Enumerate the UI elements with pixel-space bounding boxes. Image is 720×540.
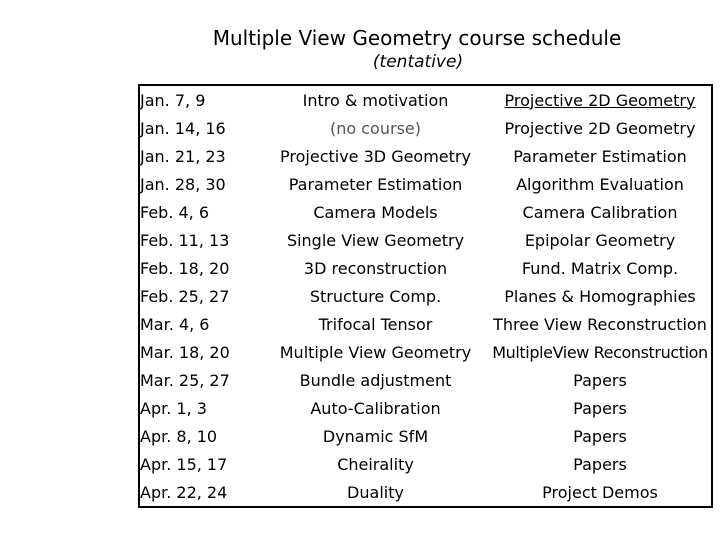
row-dates: Apr. 22, 24: [140, 482, 228, 502]
table-row: [139, 142, 712, 170]
row-lecture-2: Parameter Estimation: [513, 146, 687, 166]
row-lecture-1: Intro & motivation: [302, 90, 449, 110]
row-dates: Apr. 8, 10: [140, 426, 218, 446]
row-lecture-1: Camera Models: [313, 202, 438, 222]
row-lecture-2: Project Demos: [542, 482, 658, 502]
table-row: [139, 478, 712, 507]
row-lecture-2: Planes & Homographies: [504, 286, 696, 306]
row-dates: Feb. 25, 27: [140, 286, 230, 306]
row-lecture-1: Dynamic SfM: [322, 426, 429, 446]
schedule-table-body: [139, 85, 712, 507]
row-dates: Feb. 11, 13: [140, 230, 230, 250]
row-lecture-1: Auto-Calibration: [310, 398, 441, 418]
row-lecture-1: Parameter Estimation: [288, 174, 463, 194]
row-lecture-2: MultipleView Reconstruction: [492, 342, 708, 362]
row-lecture-1: Cheirality: [337, 454, 414, 474]
row-lecture-1: Single View Geometry: [286, 230, 465, 250]
table-row: [139, 450, 712, 478]
table-row: [139, 394, 712, 422]
row-dates: Feb. 18, 20: [140, 258, 230, 278]
table-row: [139, 114, 712, 142]
row-lecture-2: Papers: [573, 398, 627, 418]
row-lecture-2: Papers: [573, 454, 627, 474]
table-row: [139, 338, 712, 366]
row-lecture-2: Papers: [573, 426, 627, 446]
row-dates: Mar. 18, 20: [140, 342, 230, 362]
row-lecture-1: 3D reconstruction: [303, 258, 448, 278]
table-row: [139, 254, 712, 282]
row-dates: Jan. 14, 16: [140, 118, 226, 138]
row-dates: Apr. 15, 17: [140, 454, 228, 474]
table-row: [139, 198, 712, 226]
row-dates: Feb. 4, 6: [140, 202, 210, 222]
table-row: [139, 310, 712, 338]
page-title: Multiple View Geometry course schedule: [212, 26, 622, 50]
row-lecture-1: Bundle adjustment: [299, 370, 452, 390]
row-lecture-2: Camera Calibration: [522, 202, 678, 222]
row-lecture-1: (no course): [330, 118, 421, 138]
page-subtitle: (tentative): [372, 52, 464, 72]
schedule-table: [138, 84, 713, 508]
row-lecture-1: Multiple View Geometry: [279, 342, 472, 362]
row-lecture-1: Projective 3D Geometry: [280, 146, 471, 166]
row-dates: Mar. 25, 27: [140, 370, 230, 390]
row-lecture-2: Fund. Matrix Comp.: [521, 258, 679, 278]
table-row: [139, 282, 712, 310]
row-lecture-2: Projective 2D Geometry: [504, 118, 696, 138]
table-row: [139, 422, 712, 450]
table-row: [139, 226, 712, 254]
row-lecture-2: Three View Reconstruction: [493, 314, 707, 334]
lecture-link[interactable]: Projective 2D Geometry: [504, 90, 696, 110]
row-lecture-2: Algorithm Evaluation: [516, 174, 684, 194]
row-lecture-1: Structure Comp.: [309, 286, 442, 306]
row-lecture-2[interactable]: [489, 85, 712, 114]
row-lecture-2: Epipolar Geometry: [524, 230, 676, 250]
table-row: [139, 170, 712, 198]
table-row: [139, 85, 712, 114]
row-lecture-1: Duality: [347, 482, 404, 502]
row-dates: Jan. 21, 23: [140, 146, 226, 166]
row-lecture-2: Papers: [573, 370, 627, 390]
row-dates: Jan. 7, 9: [140, 90, 206, 110]
table-row: [139, 366, 712, 394]
row-dates: Apr. 1, 3: [140, 398, 207, 418]
row-dates: Mar. 4, 6: [140, 314, 210, 334]
row-dates: Jan. 28, 30: [140, 174, 226, 194]
row-lecture-1: Trifocal Tensor: [318, 314, 433, 334]
